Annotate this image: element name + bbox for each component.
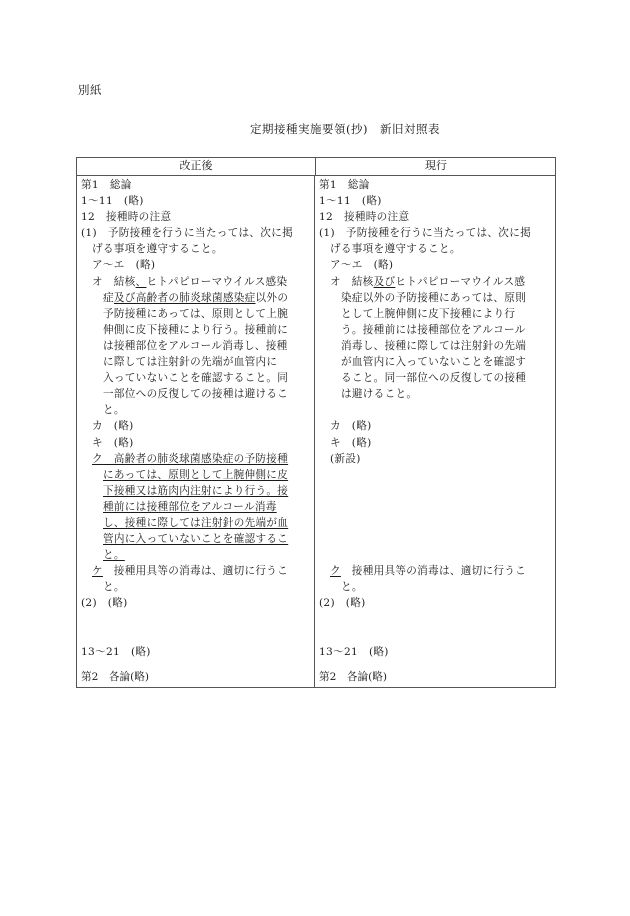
item-ki: キ (略) [92,436,134,449]
paragraph-text: (1) 予防接種を行うに当たっては、次に掲 [319,227,531,240]
item-o-line [319,274,552,290]
item-o-line: 染症以外の予防接種にあっては、原則 [341,291,527,304]
chapter-2-omitted: 第2 各論(略) [319,670,387,683]
item-ku-line [81,451,311,467]
text: ヒトパピローマウイルス感染 [146,275,288,288]
table-header-row [77,158,555,176]
item-o-line: 一部位への反復しての接種は避けるこ [103,388,289,401]
item-o-line [81,274,311,290]
revised-column [77,176,315,688]
paragraph-text: げる事項を遵守すること。 [92,243,223,256]
amended-text: 管内に入っていないことを確認するこ [103,533,289,546]
item-ku-line [81,515,311,531]
item-ku-line [81,531,311,547]
text: オ 結核 [330,275,374,288]
comparison-table [76,157,556,688]
item-ku-line [81,467,311,483]
section-omitted: 1〜11 (略) [81,195,144,208]
item-o-line: 予防接種にあっては、原則として上腕 [103,307,289,320]
item-o-line: は接種部位をアルコール消毒し、接種 [103,339,288,352]
item-o-line: 伸側に皮下接種により行う。接種前に [103,323,289,336]
item-o-line: 消毒し、接種に際しては注射針の先端 [341,339,527,352]
section-omitted: 1〜11 (略) [319,195,382,208]
text: オ 結核 [92,275,136,288]
header-revised: 改正後 [77,158,316,175]
item-ku-line [81,547,311,563]
sections-omitted: 13〜21 (略) [319,645,389,658]
amended-text: し、接種に際しては注射針の先端が血 [103,516,289,529]
amended-text: 及び高齢者の肺炎球菌感染症 [113,291,256,304]
amended-mark: ク [330,565,341,578]
item-omitted: ア〜エ (略) [92,259,156,272]
item-o-line: として上腕伸側に皮下接種により行 [341,307,516,320]
item-o-line: と。 [103,404,125,417]
item-o-line: が血管内に入っていないことを確認す [341,356,527,369]
section-heading: 12 接種時の注意 [319,211,410,224]
item-ke-line: と。 [103,581,125,594]
amended-text: 、 [135,275,147,288]
chapter-heading: 第1 総論 [81,179,132,191]
item-ke-line [81,563,311,579]
amended-text: 及び [373,275,396,288]
document-title: 定期接種実施要領(抄) 新旧対照表 [250,122,440,136]
item-o-line: 入っていないことを確認すること。同 [103,372,289,385]
text: 症 [103,291,114,304]
text: 以外の [255,291,289,304]
new-item-note: (新設) [330,452,361,465]
item-omitted: ア〜エ (略) [330,259,394,272]
item-ka: カ (略) [330,420,372,433]
text: 接種用具等の消毒は、適切に行うこ [102,565,289,578]
table-body-row [77,176,555,688]
item-o-line: は避けること。 [341,388,418,401]
header-current: 現行 [425,159,447,172]
item-ku-line [319,563,552,579]
amended-text: にあっては、原則として上腕伸側に皮 [103,468,289,481]
item-o-line: ること。同一部位への反復しての接種 [341,372,527,385]
item-o-line: に際しては注射針の先端が血管内に [103,356,278,369]
amended-text: 下接種又は筋肉内注射により行う。接 [103,484,289,497]
amended-text: 種前には接種部位をアルコール消毒 [103,500,277,513]
amended-mark: ク [92,452,103,465]
item-o-line [81,290,311,306]
chapter-2-omitted: 第2 各論(略) [81,670,149,683]
paragraph-text: げる事項を遵守すること。 [330,243,461,256]
amended-mark: ケ [92,565,103,578]
paragraph-omitted: (2) (略) [319,597,366,610]
item-ka: カ (略) [92,420,134,433]
paragraph-omitted: (2) (略) [81,597,128,610]
attachment-label: 別紙 [78,83,102,97]
item-ki: キ (略) [330,436,372,449]
section-heading: 12 接種時の注意 [81,211,172,224]
item-ku-line [81,499,311,515]
chapter-heading: 第1 総論 [319,179,370,191]
amended-text: と。 [103,549,125,562]
text: 接種用具等の消毒は、適切に行うこ [340,565,527,578]
paragraph-text: (1) 予防接種を行うに当たっては、次に掲 [81,227,293,240]
item-ku-line [81,483,311,499]
item-ku-line: と。 [341,581,363,594]
item-o-line: う。接種前には接種部位をアルコール [341,323,526,336]
text: ヒトパピローマウイルス感 [395,275,526,288]
sections-omitted: 13〜21 (略) [81,645,151,658]
current-column [315,176,555,688]
amended-text: 高齢者の肺炎球菌感染症の予防接種 [102,452,289,465]
